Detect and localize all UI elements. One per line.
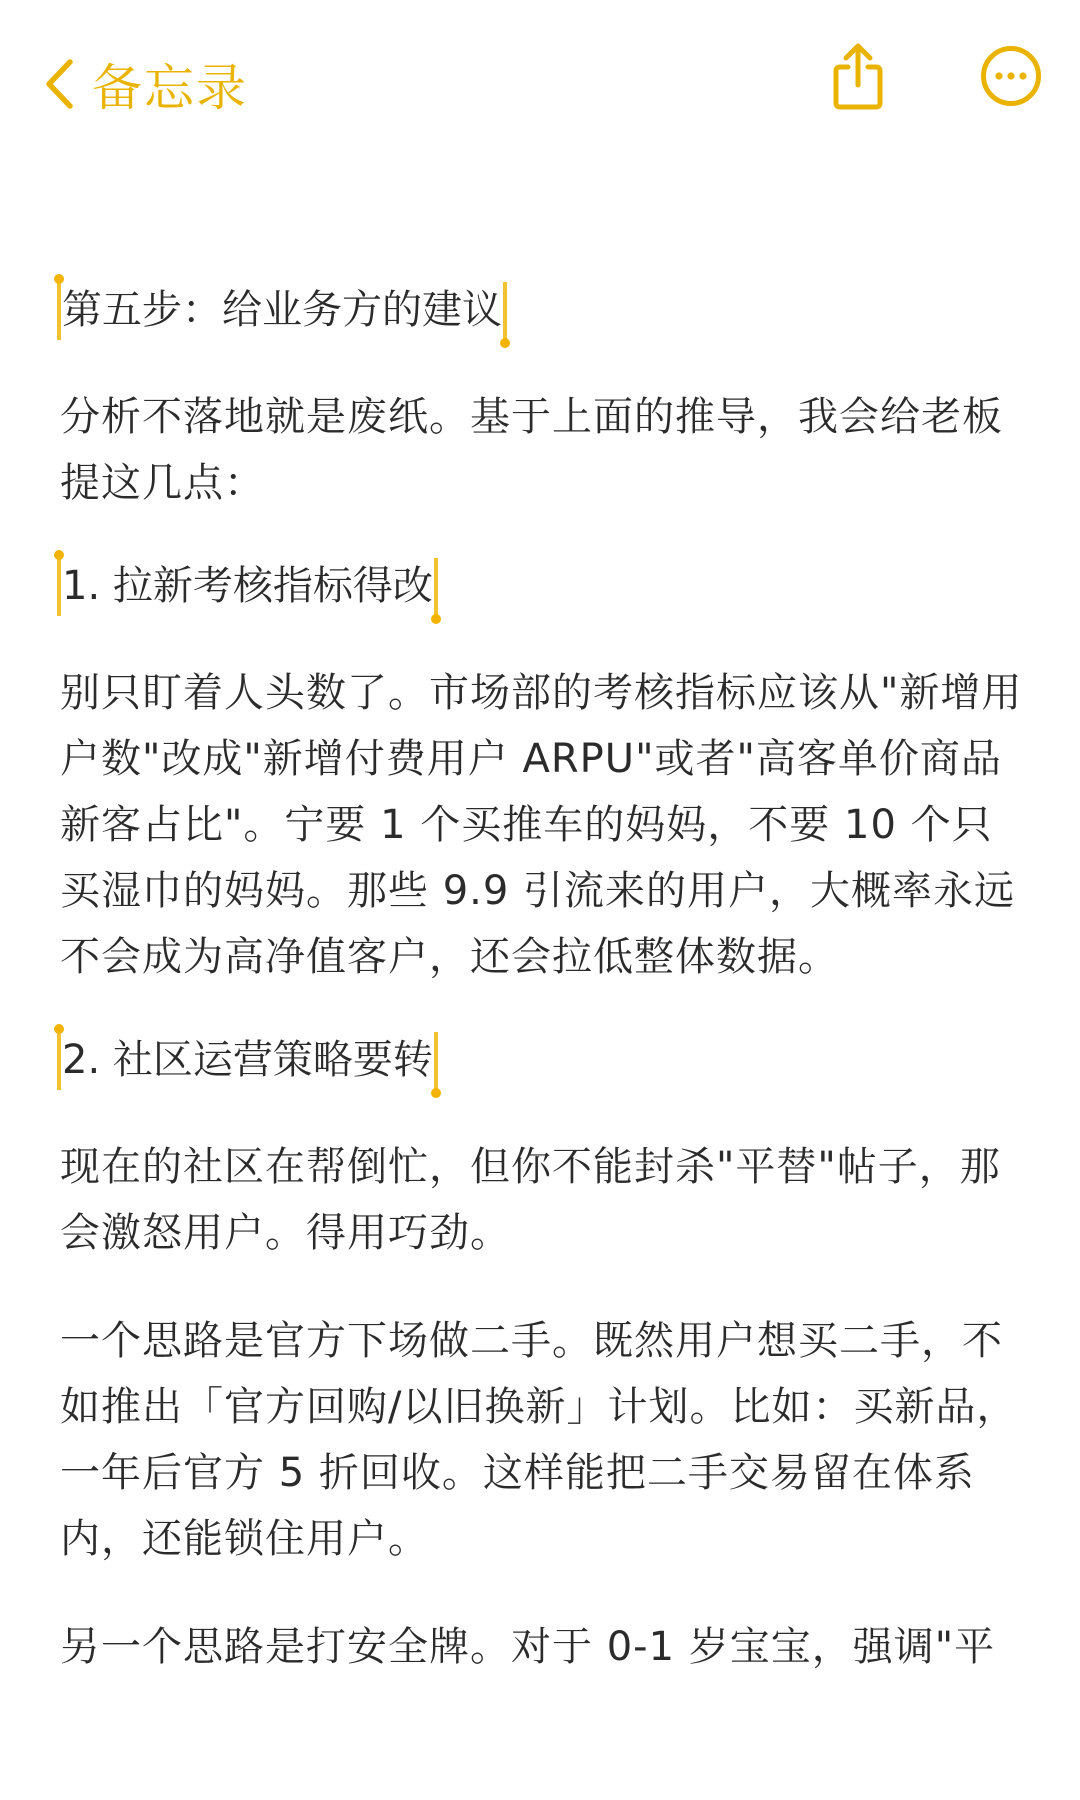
note-paragraph: 分析不落地就是废纸。基于上面的推导，我会给老板提这几点： — [60, 394, 1003, 506]
navigation-bar — [0, 0, 1080, 170]
selection-handle-start[interactable] — [57, 558, 61, 616]
note-paragraph: 现在的社区在帮倒忙，但你不能封杀"平替"帖子，那会激怒用户。得用巧劲。 — [60, 1144, 1001, 1256]
more-button[interactable] — [971, 38, 1051, 118]
selection-handle-end[interactable] — [503, 282, 507, 340]
note-heading-text: 1. 拉新考核指标得改 — [62, 563, 433, 609]
note-heading — [58, 1032, 437, 1088]
note-paragraph: 别只盯着人头数了。市场部的考核指标应该从"新增用户数"改成"新增付费用户 ARPU"或者"高客单价商品新客占比"。宁要 1 个买推车的妈妈，不要 10 个只买湿巾的妈妈。那些 9.9 引流来的用户，大概率永远不会成为高净值客户，还会拉低整体数据。 — [60, 670, 1023, 980]
share-button[interactable] — [818, 38, 898, 118]
selection-handle-start[interactable] — [57, 1032, 61, 1090]
note-heading — [58, 282, 506, 338]
note-heading-text: 2. 社区运营策略要转 — [62, 1037, 433, 1083]
back-label: 备忘录 — [92, 59, 248, 117]
back-button[interactable] — [44, 44, 248, 124]
note-paragraph: 一个思路是官方下场做二手。既然用户想买二手，不如推出「官方回购/以旧换新」计划。比如：买新品，一年后官方 5 折回收。这样能把二手交易留在体系内，还能锁住用户。 — [60, 1318, 1018, 1562]
selection-handle-start[interactable] — [57, 282, 61, 340]
note-paragraph: 另一个思路是打安全牌。对于 0-1 岁宝宝，强调"平 — [60, 1624, 996, 1670]
selection-handle-end[interactable] — [434, 558, 438, 616]
selection-handle-end[interactable] — [434, 1032, 438, 1090]
note-heading — [58, 558, 437, 614]
more-icon — [980, 45, 1042, 111]
share-icon — [830, 41, 886, 115]
chevron-left-icon — [44, 58, 74, 110]
note-heading-text: 第五步：给业务方的建议 — [62, 287, 502, 333]
note-body[interactable] — [60, 282, 1025, 1680]
